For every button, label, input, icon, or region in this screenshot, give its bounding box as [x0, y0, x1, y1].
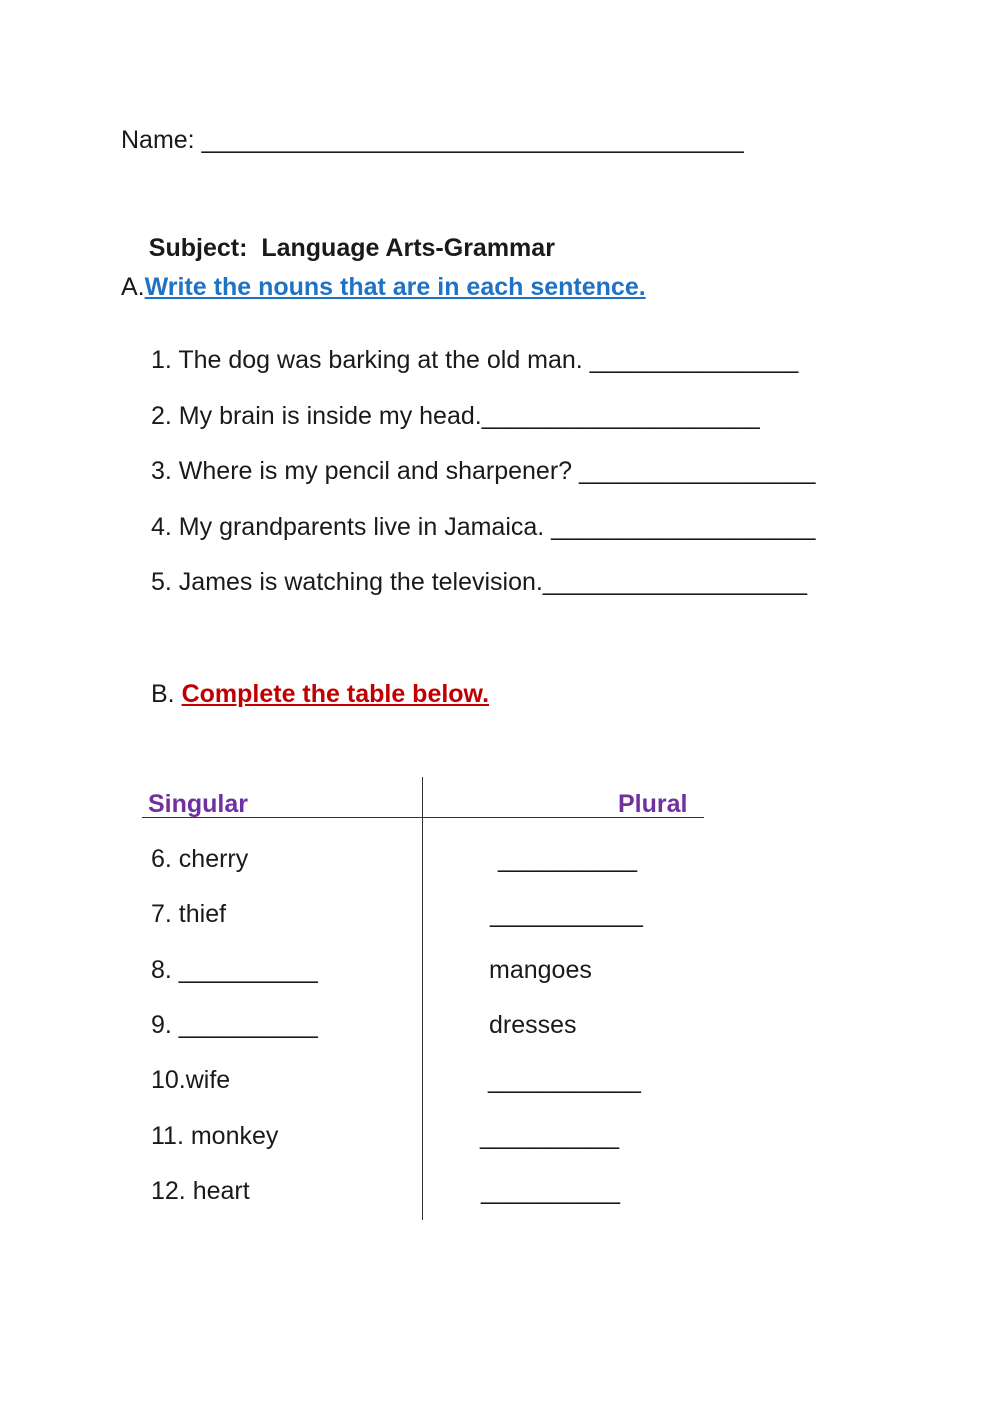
table-row-7-plural: ___________ — [490, 900, 643, 928]
name-line: Name: _______________________________________ — [121, 126, 744, 154]
subject-value: Language Arts-Grammar — [261, 234, 555, 262]
table-row-12-singular: 12. heart — [151, 1177, 250, 1205]
table-row-11-singular: 11. monkey — [151, 1122, 279, 1150]
question-1: 1. The dog was barking at the old man. _______________ — [151, 346, 799, 374]
section-b-heading — [151, 677, 489, 711]
table-row-11-plural: __________ — [480, 1122, 620, 1150]
question-4: 4. My grandparents live in Jamaica. ___________________ — [151, 513, 816, 541]
table-row-9-plural: dresses — [489, 1011, 577, 1039]
column-header-plural: Plural — [618, 790, 688, 818]
section-a-letter: A. — [121, 273, 145, 301]
table-row-12-plural: __________ — [481, 1177, 621, 1205]
table-row-9-singular: 9. __________ — [151, 1011, 318, 1039]
table-row-8-singular: 8. __________ — [151, 956, 318, 984]
section-b-letter: B. — [151, 680, 175, 708]
section-b-instruction: Complete the table below. — [181, 680, 490, 708]
subject-label: Subject: — [148, 234, 248, 262]
table-row-8-plural: mangoes — [489, 956, 592, 984]
table-row-10-plural: ___________ — [488, 1066, 641, 1094]
table-row-10-singular: 10.wife — [151, 1066, 231, 1094]
table-column-divider — [422, 777, 423, 1220]
table-row-6-singular: 6. cherry — [151, 845, 249, 873]
question-2: 2. My brain is inside my head.____________________ — [151, 402, 760, 430]
question-3: 3. Where is my pencil and sharpener? _________________ — [151, 457, 816, 485]
section-a-heading — [121, 270, 646, 304]
section-a-instruction: Write the nouns that are in each sentence. — [144, 273, 646, 301]
column-header-singular: Singular — [148, 790, 249, 818]
question-5: 5. James is watching the television.___________________ — [151, 568, 808, 596]
table-row-7-singular: 7. thief — [151, 900, 227, 928]
table-row-6-plural: __________ — [498, 845, 638, 873]
